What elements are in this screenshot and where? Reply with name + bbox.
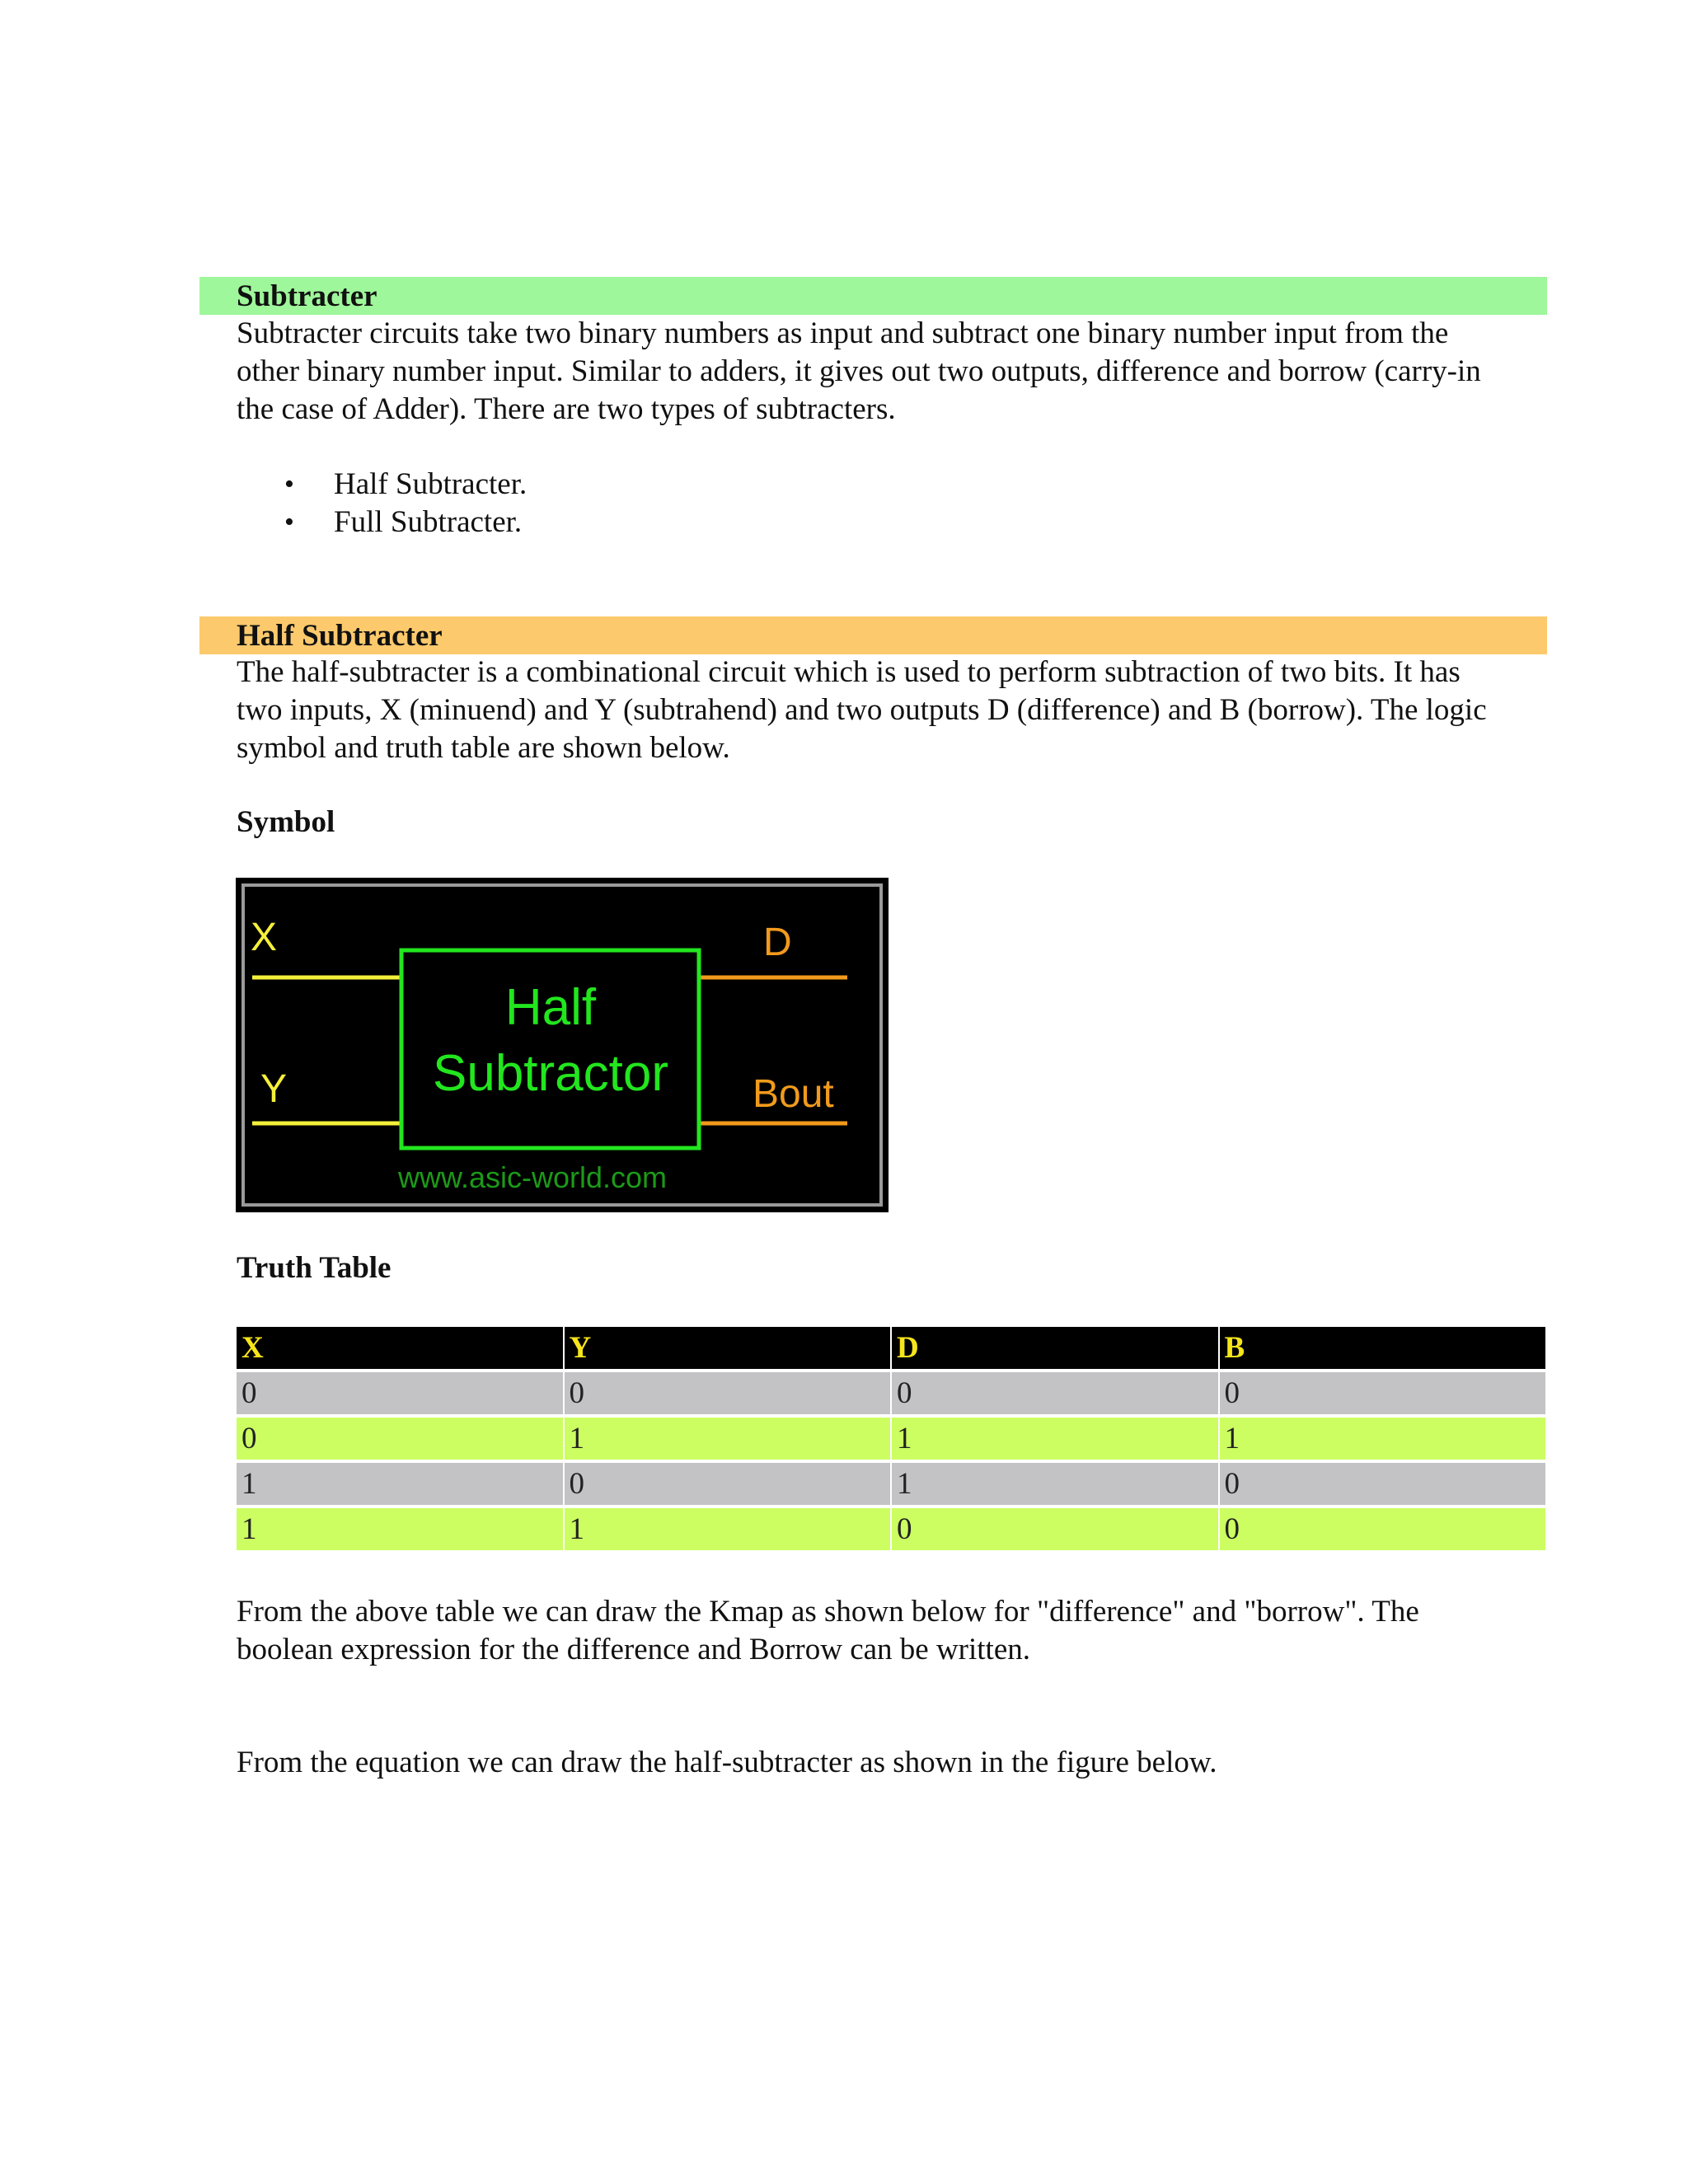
paragraph-line: The half-subtracter is a combinational circuit which is used to perform subtraction of two bits. It has	[237, 655, 1461, 689]
column-header-d: D	[892, 1327, 1218, 1369]
table-row	[237, 1418, 1547, 1463]
column-header-x: X	[237, 1327, 563, 1369]
subtracter-header	[199, 277, 1547, 315]
half-subtracter-paragraph	[237, 654, 1487, 767]
table-cell: 1	[892, 1418, 1218, 1460]
paragraph-line: From the equation we can draw the half-subtracter as shown in the figure below.	[237, 1746, 1217, 1779]
table-cell: 1	[237, 1508, 563, 1550]
paragraph-line: boolean expression for the difference and Borrow can be written.	[237, 1633, 1031, 1666]
subtracter-paragraph	[237, 315, 1481, 429]
input-y-label: Y	[260, 1067, 288, 1111]
table-header-row	[237, 1327, 1547, 1372]
list-item	[237, 466, 527, 504]
table-cell: 0	[1220, 1372, 1546, 1414]
symbol-diagram	[236, 878, 889, 1212]
list-item-label: Half Subtracter.	[334, 467, 528, 501]
table-row	[237, 1372, 1547, 1418]
table-cell: 0	[892, 1508, 1218, 1550]
table-cell: 1	[892, 1463, 1218, 1505]
subtracter-title: Subtracter	[237, 279, 377, 313]
half-subtractor-symbol-figure	[236, 878, 889, 1212]
column-header-b: B	[1220, 1327, 1546, 1369]
column-header-y: Y	[565, 1327, 891, 1369]
paragraph-line: other binary number input. Similar to adders, it gives out two outputs, difference and borrow (carry-in	[237, 354, 1481, 388]
equation-paragraph	[237, 1744, 1217, 1782]
table-cell: 0	[237, 1372, 563, 1414]
table-cell: 0	[1220, 1463, 1546, 1505]
block-label-line2: Subtractor	[432, 1045, 669, 1102]
table-row	[237, 1508, 1547, 1554]
block-label-line1: Half	[504, 979, 597, 1036]
input-x-label: X	[251, 916, 278, 959]
output-d-label: D	[763, 921, 792, 964]
bullet-icon: •	[284, 469, 294, 499]
list-item-label: Full Subtracter.	[334, 505, 523, 539]
paragraph-line: the case of Adder). There are two types of subtracters.	[237, 392, 896, 426]
symbol-heading: Symbol	[237, 805, 335, 839]
half-subtracter-title: Half Subtracter	[237, 619, 443, 653]
table-cell: 0	[565, 1463, 891, 1505]
output-bout-label: Bout	[753, 1072, 834, 1116]
table-cell: 0	[892, 1372, 1218, 1414]
table-cell: 0	[565, 1372, 891, 1414]
paragraph-line: From the above table we can draw the Kmap as shown below for "difference" and "borrow". The	[237, 1595, 1419, 1629]
list-item	[237, 504, 527, 541]
table-row	[237, 1463, 1547, 1508]
table-cell: 1	[1220, 1418, 1546, 1460]
table-cell: 1	[237, 1463, 563, 1505]
kmap-paragraph	[237, 1593, 1419, 1669]
subtracter-types-list	[237, 466, 527, 541]
bullet-icon: •	[284, 507, 294, 537]
truth-table	[237, 1327, 1547, 1554]
paragraph-line: two inputs, X (minuend) and Y (subtrahend) and two outputs D (difference) and B (borrow). The logic	[237, 693, 1487, 727]
table-cell: 1	[565, 1418, 891, 1460]
table-cell: 0	[1220, 1508, 1546, 1550]
half-subtracter-header	[199, 616, 1547, 654]
table-cell: 0	[237, 1418, 563, 1460]
paragraph-line: Subtracter circuits take two binary numbers as input and subtract one binary number input from the	[237, 316, 1449, 350]
paragraph-line: symbol and truth table are shown below.	[237, 731, 730, 765]
truth-table-heading: Truth Table	[237, 1251, 392, 1285]
table-cell: 1	[565, 1508, 891, 1550]
symbol-watermark: www.asic-world.com	[397, 1160, 668, 1194]
